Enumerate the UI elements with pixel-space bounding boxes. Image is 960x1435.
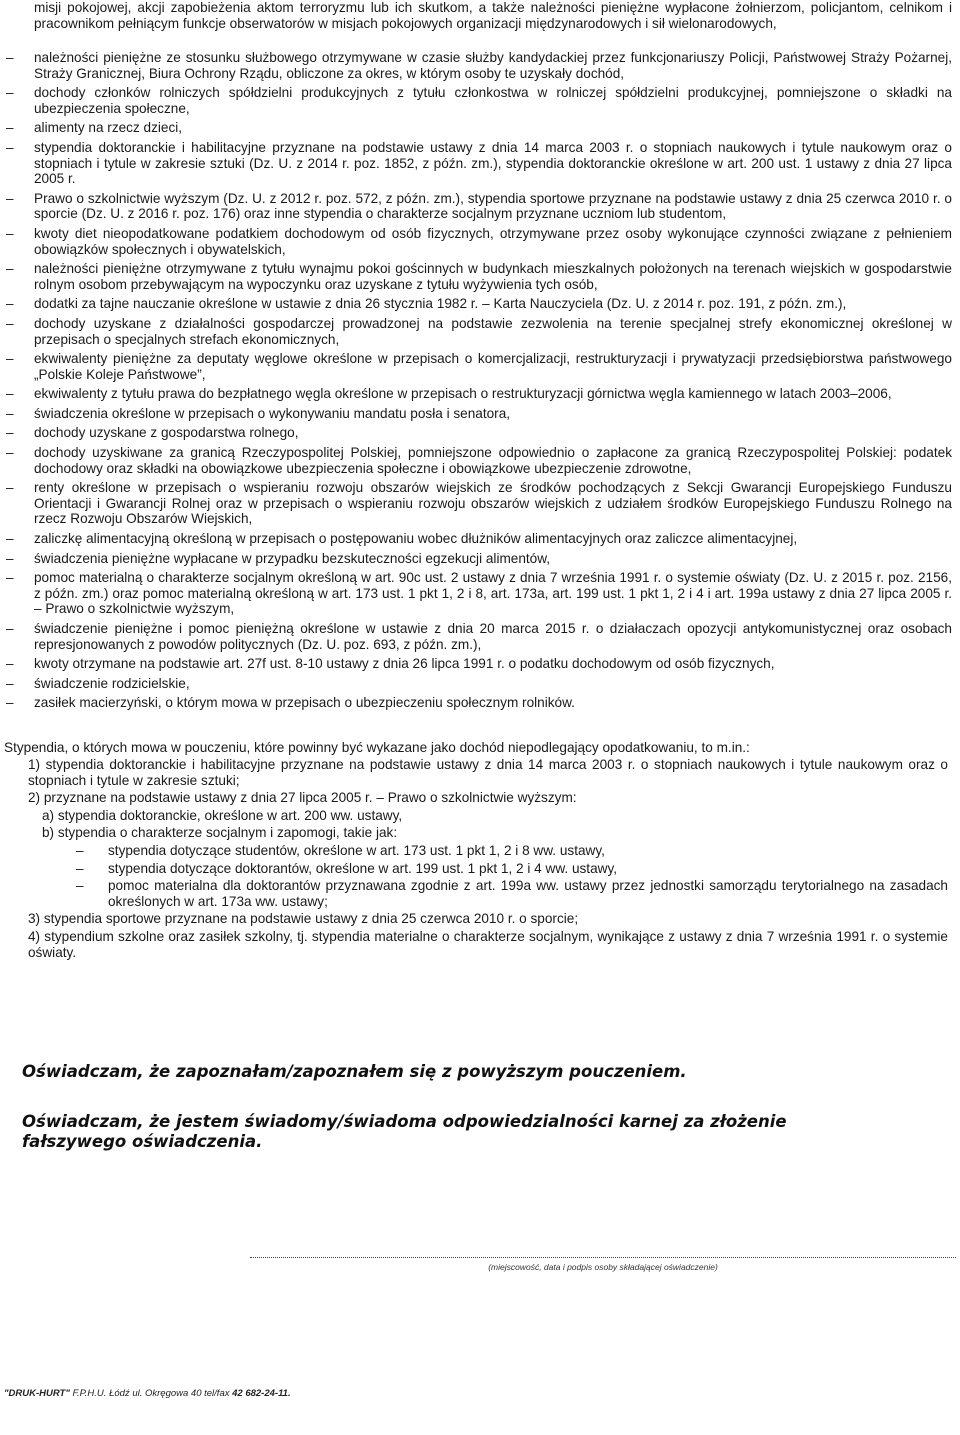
list-item: – należności pieniężne otrzymywane z tytułu wynajmu pokoi gościnnych w budynkach mieszkalnych położonych na terenach wiejskich w gospodarstwie rolnym osobom przebywającym na wypoczynku oraz uzyskane z tytułu wyżywienia tych osób,: [6, 261, 952, 292]
footer-phone: 42 682-24-11.: [232, 1388, 291, 1399]
signature-caption: (miejscowość, data i podpis osoby składającej oświadczenie): [488, 1262, 718, 1272]
stipend-point-2b: b) stypendia o charakterze socjalnym i zapomogi, takie jak:: [42, 825, 398, 841]
list-item: – dochody uzyskane z działalności gospodarczej prowadzonej na podstawie zezwolenia na terenie specjalnej strefy ekonomicznej określonej w przepisach o specjalnych strefach ekonomicznych,: [6, 315, 952, 347]
list-item: – ekwiwalenty z tytułu prawa do bezpłatnego węgla określone w przepisach o restrukturyzacji górnictwa węgla kamiennego w latach 2003–2006,: [6, 386, 892, 402]
list-item: – stypendia doktoranckie i habilitacyjne przyznane na podstawie ustawy z dnia 14 marca 2003 r. o stopniach naukowych i tytule naukowym oraz o stopniach i tytule w zakresie sztuki (Dz. U. z 2014 r. poz. 1852, z późn. zm.), stypendia doktoranckie określone w art. 200 ust. 1 ustawy z dnia 27 lipca 2005 r.: [6, 139, 952, 187]
list-item: – ekwiwalenty pieniężne za deputaty węglowe określone w przepisach o komercjalizacji, restrukturyzacji i prywatyzacji przedsiębiorstwa państwowego „Polskie Koleje Państwowe”,: [6, 351, 952, 382]
statement-liability: Oświadczam, że jestem świadomy/świadoma odpowiedzialności karnej za złożenie fałszywego oświadczenia.: [22, 1112, 787, 1151]
list-item: – świadczenie rodzicielskie,: [6, 675, 190, 691]
printer-footer: [4, 1388, 291, 1399]
stipend-point-2: 2) przyznane na podstawie ustawy z dnia 27 lipca 2005 r. – Prawo o szkolnictwie wyższym:: [28, 790, 577, 806]
stipend-point-3: 3) stypendia sportowe przyznane na podstawie ustawy z dnia 25 czerwca 2010 r. o sporcie;: [28, 911, 579, 927]
list-item: – kwoty otrzymane na podstawie art. 27f ust. 8-10 ustawy z dnia 26 lipca 1991 r. o podatku dochodowym od osób fizycznych,: [6, 656, 775, 672]
list-item: – zasiłek macierzyński, o którym mowa w przepisach o ubezpieczeniu społecznym rolników.: [6, 695, 575, 711]
list-item: – kwoty diet nieopodatkowane podatkiem dochodowym od osób fizycznych, otrzymywane przez osoby wykonujące czynności związane z pełnieniem obowiązków społecznych i obywatelskich,: [6, 225, 952, 257]
list-item: – dodatki za tajne nauczanie określone w ustawie z dnia 26 stycznia 1982 r. – Karta Nauczyciela (Dz. U. z 2014 r. poz. 191, z późn. zm.),: [6, 296, 847, 312]
list-item: – należności pieniężne ze stosunku służbowego otrzymywane w czasie służby kandydackiej przez funkcjonariuszy Policji, Państwowej Straży Pożarnej, Straży Granicznej, Biura Ochrony Rządu, obliczone za okres, w którym osoby te uzyskały dochód,: [6, 50, 952, 81]
continuation-paragraph: misji pokojowej, akcji zapobieżenia aktom terroryzmu lub ich skutkom, a także należności pieniężne wypłacone żołnierzom, policjantom, celnikom i pracownikom pełniącym funkcje obserwatorów w misjach pokojowych organizacji międzynarodowych i sił wielonarodowych,: [34, 0, 952, 31]
list-item: – świadczenie pieniężne i pomoc pieniężną określone w ustawie z dnia 20 marca 2015 r. o działaczach opozycji antykomunistycznej oraz osobach represjonowanych z powodów politycznych (Dz. U. poz. 693, z późn. zm.),: [6, 621, 952, 652]
list-item: – świadczenia określone w przepisach o wykonywaniu mandatu posła i senatora,: [6, 405, 511, 421]
income-list: [0, 50, 960, 715]
signature-line: [250, 1257, 956, 1258]
list-item: – alimenty na rzecz dzieci,: [6, 120, 183, 136]
list-item: – dochody uzyskiwane za granicą Rzeczypospolitej Polskiej, pomniejszone odpowiednio o zapłacone za granicą Rzeczypospolitej Polskiej: podatek dochodowy oraz składki na obowiązkowe ubezpieczenia społeczne i obowiązkowe ubezpieczenie zdrowotne,: [6, 445, 952, 476]
list-item: – Prawo o szkolnictwie wyższym (Dz. U. z 2012 r. poz. 572, z późn. zm.), stypendia sportowe przyznane na podstawie ustawy z dnia 25 czerwca 2010 r. o sporcie (Dz. U. z 2016 r. poz. 176) oraz inne stypendia o charakterze socjalnym przyznane uczniom lub studentom,: [6, 190, 952, 222]
stipend-subitem: – stypendia dotyczące studentów, określone w art. 173 ust. 1 pkt 1, 2 i 8 ww. ustawy,: [76, 842, 605, 858]
list-item: – dochody uzyskane z gospodarstwa rolnego,: [6, 425, 299, 441]
list-item: – dochody członków rolniczych spółdzielni produkcyjnych z tytułu członkostwa w rolniczej spółdzielni produkcyjnej, pomniejszone o składki na ubezpieczenia społeczne,: [6, 85, 952, 116]
footer-brand: "DRUK-HURT": [4, 1388, 70, 1399]
stipend-point-2a: a) stypendia doktoranckie, określone w art. 200 ww. ustawy,: [42, 807, 403, 823]
statement-acknowledgement: Oświadczam, że zapoznałam/zapoznałem się z powyższym pouczeniem.: [22, 1062, 687, 1081]
stipends-list: [28, 757, 948, 962]
list-item: – zaliczkę alimentacyjną określoną w przepisach o postępowaniu wobec dłużników alimentacyjnych oraz zaliczce alimentacyjnej,: [6, 531, 798, 547]
stipend-point-4: 4) stypendium szkolne oraz zasiłek szkolny, tj. stypendia materialne o charakterze socjalnym, wynikające z ustawy z dnia 7 września 1991 r. o systemie oświaty.: [28, 928, 948, 960]
stipend-subitem: – stypendia dotyczące doktorantów, określone w art. 199 ust. 1 pkt 1, 2 i 4 ww. ustawy,: [76, 860, 618, 876]
list-item: – pomoc materialną o charakterze socjalnym określoną w art. 90c ust. 2 ustawy z dnia 7 września 1991 r. o systemie oświaty (Dz. U. z 2015 r. poz. 2156, z późn. zm.) oraz pomoc materialną określoną w art. 173 ust. 1 pkt 1, 2 i 8, art. 173a, art. 199 ust. 1 pkt 1, 2 i 4 i art. 199a ustawy z dnia 27 lipca 2005 r. – Prawo o szkolnictwie wyższym,: [6, 570, 952, 617]
stipends-lead: Stypendia, o których mowa w pouczeniu, które powinny być wykazane jako dochód niepodlegający opodatkowaniu, to m.in.:: [4, 740, 750, 755]
list-item: – świadczenia pieniężne wypłacane w przypadku bezskuteczności egzekucji alimentów,: [6, 550, 551, 566]
stipend-subitem: – pomoc materialna dla doktorantów przyznawana zgodnie z art. 199a ww. ustawy przez jednostki samorządu terytorialnego na zasadach określonych w art. 173a ww. ustawy;: [76, 878, 948, 909]
list-item: – renty określone w przepisach o wspieraniu rozwoju obszarów wiejskich ze środków pochodzących z Sekcji Gwarancji Europejskiego Funduszu Orientacji i Gwarancji Rolnej oraz w przepisach o wspieraniu rozwoju obszarów wiejskich z udziałem środków Europejskiego Funduszu Rolnego na rzecz Rozwoju Obszarów Wiejskich,: [6, 480, 952, 527]
stipend-point-1: 1) stypendia doktoranckie i habilitacyjne przyznane na podstawie ustawy z dnia 14 marca 2003 r. o stopniach naukowych i tytule naukowym oraz o stopniach i tytule w zakresie sztuki;: [28, 757, 948, 788]
footer-address: F.P.H.U. Łódź ul. Okręgowa 40 tel/fax: [69, 1388, 233, 1399]
